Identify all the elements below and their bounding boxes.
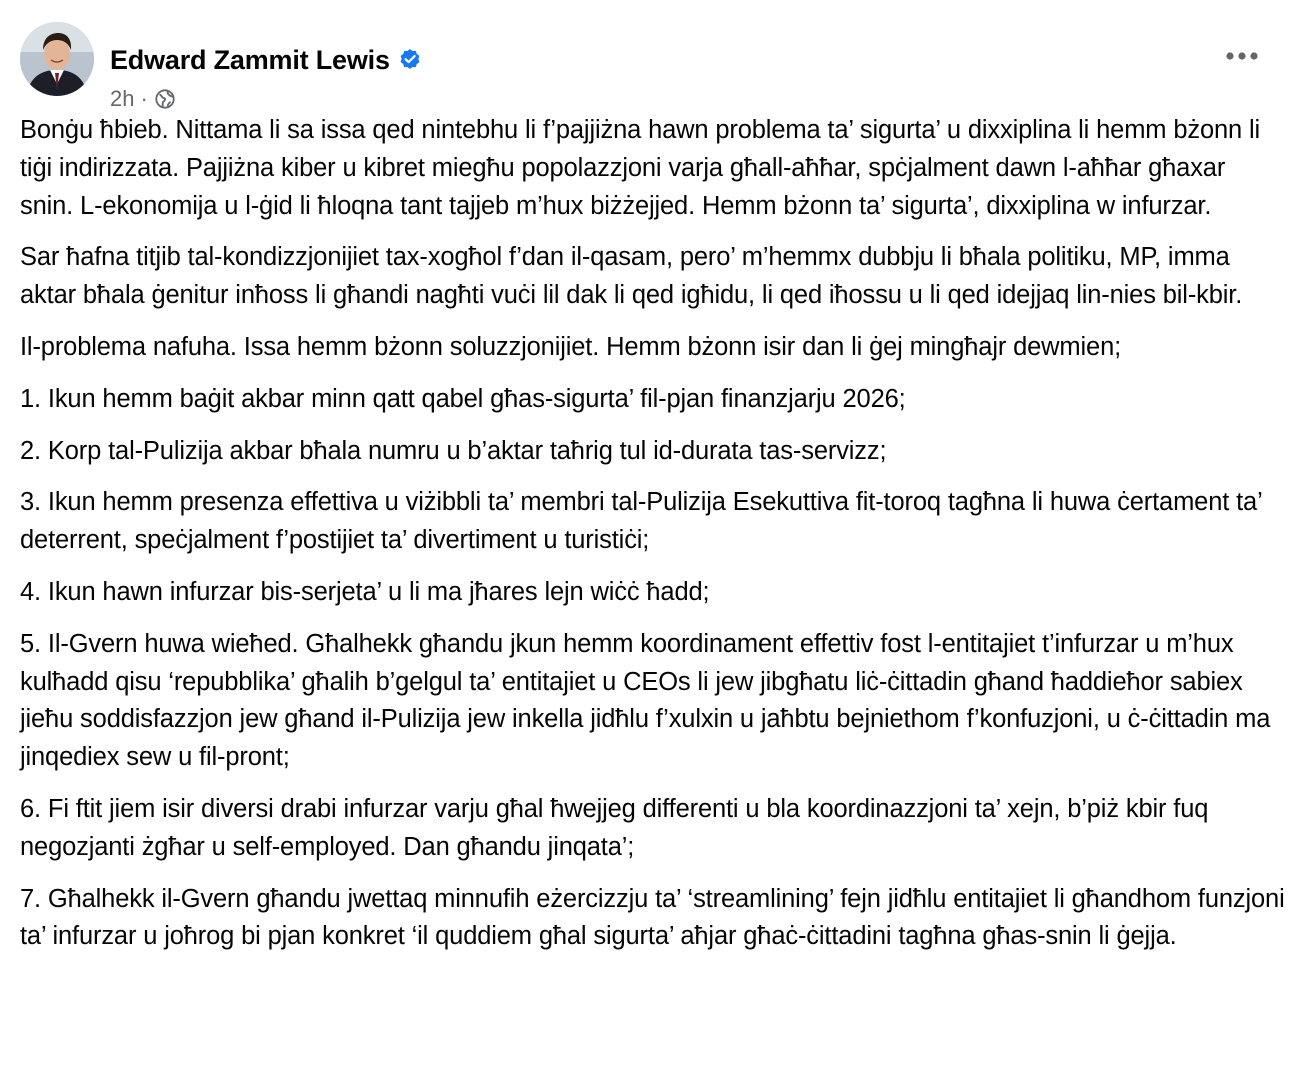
post-meta bbox=[110, 84, 176, 114]
post-list-item-5: 5. Il-Gvern huwa wieħed. Għalhekk għandu jkun hemm koordinament effettiv fost l-entitajiet t’infurzar u m’hux kulħadd qisu ‘repubblika’ għalih b’gelgul ta’ entitajiet u CEOs li jew jibgħatu liċ-ċittadin għand ħaddieħor sabiex jieħu soddisfazzjon jew għand il-Pulizija jew inkella jidħlu f’xulxin u jaħbtu bejniethom f’konfuzjoni, u ċ-ċittadin ma jinqediex sew u fil-pront; bbox=[20, 629, 1271, 772]
post-timestamp[interactable]: 2h bbox=[110, 86, 135, 111]
post-paragraph-problem: Il-problema nafuha. Issa hemm bżonn soluzzjonijiet. Hemm bżonn isir dan li ġej mingħajr dewmien; bbox=[20, 332, 1122, 361]
globe-icon[interactable] bbox=[154, 88, 176, 110]
post-list-item-3: 3. Ikun hemm presenza effettiva u viżibbli ta’ membri tal-Pulizija Esekuttiva fit-toroq tagħna li huwa ċertament ta’ deterrent, speċjalment f’postijiet ta’ divertiment u turistiċi; bbox=[20, 488, 1262, 555]
meta-separator: · bbox=[140, 86, 148, 111]
post-paragraph-intro: Bonġu ħbieb. Nittama li sa issa qed nintebhu li f’pajjiżna hawn problema ta’ sigurta’ u dixxiplina li hemm bżonn li tiġi indirizzata. Pajjiżna kiber u kibret miegħu popolazzjoni varja għall-aħħar, spċjalment dawn l-aħħar għaxar snin. L-ekonomija u l-ġid li ħloqna tant tajjeb m’hux biżżejjed. Hemm bżonn ta’ sigurta’, dixxiplina w infurzar. bbox=[20, 116, 1261, 220]
more-options-icon bbox=[1225, 51, 1259, 61]
author-avatar[interactable] bbox=[20, 22, 94, 96]
post-list-item-2: 2. Korp tal-Pulizija akbar bħala numru u b’aktar taħrig tul id-durata tas-servizz; bbox=[20, 436, 887, 465]
post-list-item-4: 4. Ikun hawn infurzar bis-serjeta’ u li ma jħares lejn wiċċ ħadd; bbox=[20, 577, 710, 606]
post-list-item-1: 1. Ikun hemm baġit akbar minn qatt qabel għas-sigurta’ fil-pjan finanzjarju 2026; bbox=[20, 384, 906, 413]
post-header bbox=[20, 20, 1270, 111]
verified-badge-icon bbox=[398, 47, 422, 71]
avatar-photo-icon bbox=[20, 22, 94, 96]
author-name-text[interactable]: Edward Zammit Lewis bbox=[110, 45, 390, 75]
post-paragraph-context: Sar ħafna titjib tal-kondizzjonijiet tax-xogħol f’dan il-qasam, pero’ m’hemmx dubbju li bħala politiku, MP, imma aktar bħala ġenitur inħoss li għandi nagħti vuċi lil dak li qed igħidu, li qed iħossu u li qed idejjaq lin-nies bil-kbir. bbox=[20, 243, 1243, 310]
post-list-item-6: 6. Fi ftit jiem isir diversi drabi infurzar varju għal ħwejjeg differenti u bla koordinazzjoni ta’ xejn, b’piż kbir fuq negozjanti żgħar u self-employed. Dan għandu jinqata’; bbox=[20, 794, 1209, 861]
post-text bbox=[20, 112, 1285, 970]
more-options-button[interactable] bbox=[1218, 40, 1266, 72]
author-name[interactable] bbox=[110, 42, 422, 78]
post-list-item-7: 7. Għalhekk il-Gvern għandu jwettaq minnufih eżercizzju ta’ ‘streamlining’ fejn jidħlu entitajiet li għandhom funzjoni ta’ infurzar u joħrog bi pjan konkret ‘il quddiem għal sigurta’ aħjar għaċ-ċittadini tagħna għas-snin li ġejja. bbox=[20, 884, 1285, 951]
